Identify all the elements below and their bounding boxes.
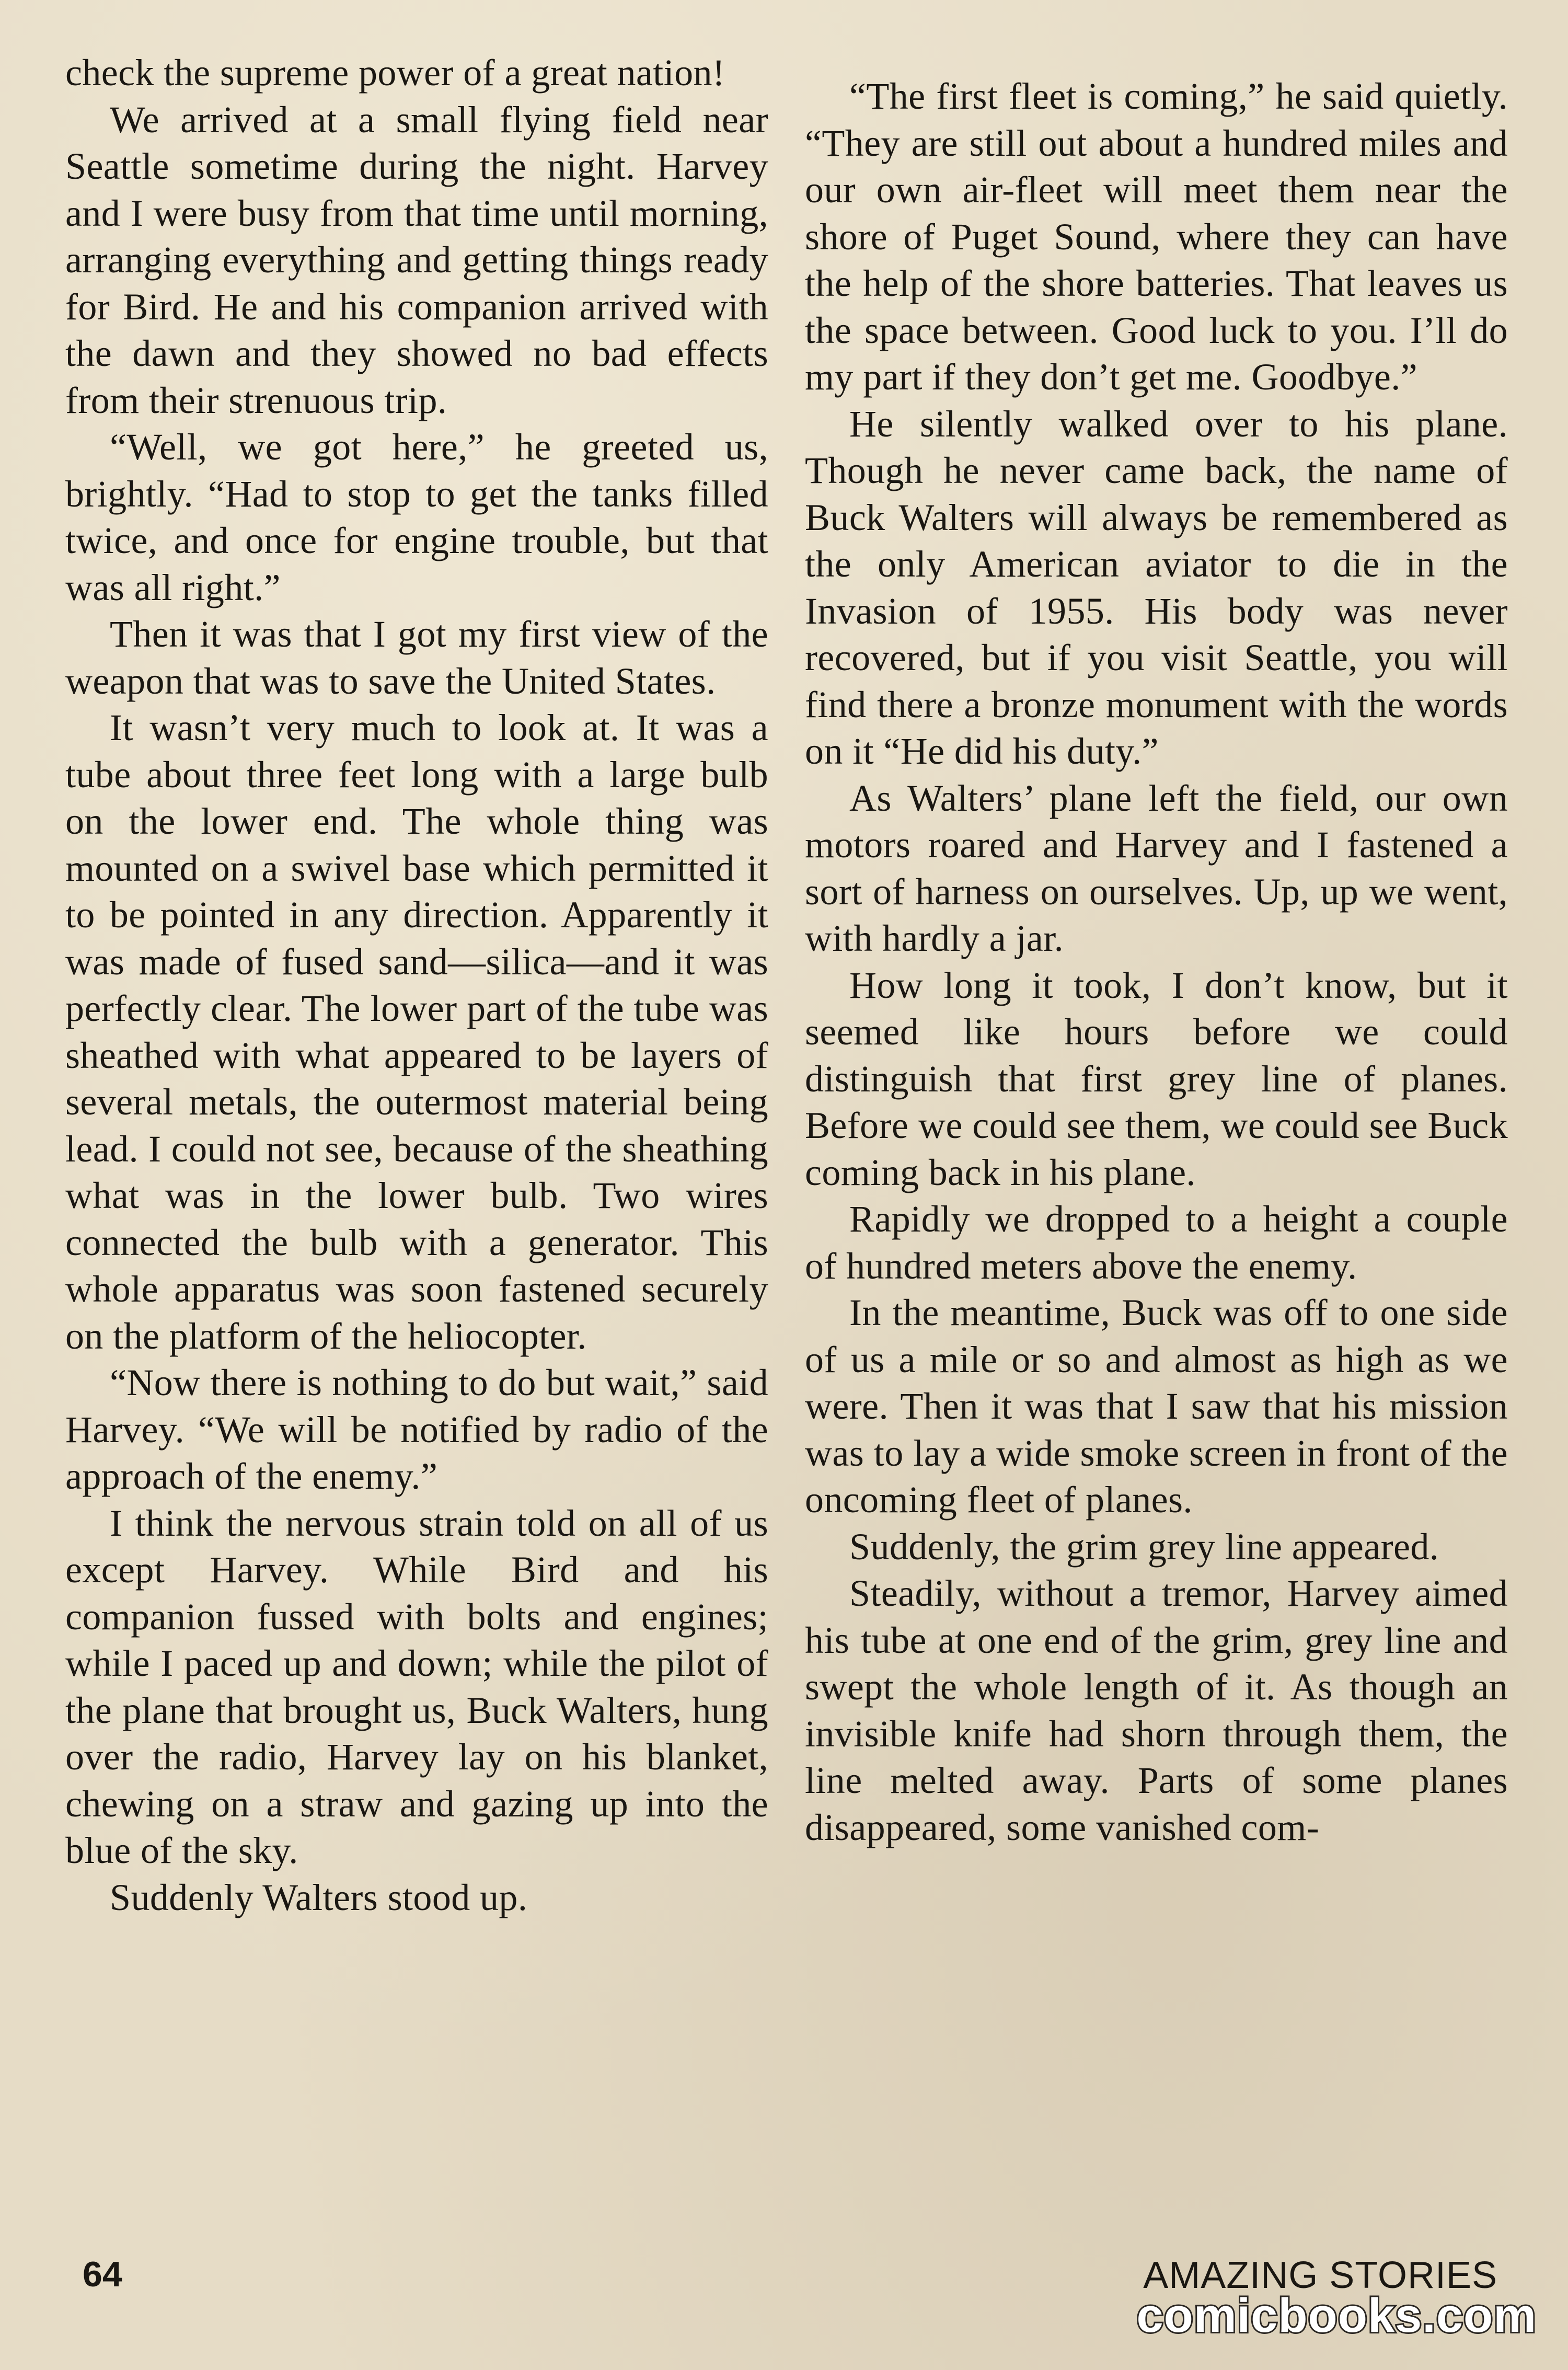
paragraph: It wasn’t very much to look at. It was a tube about three feet long with a large bulb on the lower end. The whole thing was mounted on a swivel base which permitted it to be pointed in any direction. Apparently it was made of fused sand—silica—and it was perfectly clear. The lower part of the tube was sheathed with what appeared to be layers of several metals, the outermost material being lead. I could not see, because of the sheathing what was in the lower bulb. Two wires connected the bulb with a generator. This whole apparatus was soon fastened securely on the platform of the heliocopter.	[65, 707, 768, 1357]
paragraph: I think the nervous strain told on all of us except Harvey. While Bird and his companion fussed with bolts and engines; while I paced up and down; while the pilot of the plane that brought us, Buck Walters, hung over the radio, Harvey lay on his blanket, chewing on a straw and gazing up into the blue of the sky.	[65, 1502, 768, 1871]
paragraph: How long it took, I don’t know, but it seemed like hours before we could distinguish that first grey line of planes. Before we could see them, we could see Buck coming back in his plane.	[805, 964, 1508, 1193]
right-text-column	[805, 73, 1508, 1851]
site-watermark: comicbooks.com	[1136, 2289, 1537, 2342]
paragraph: We arrived at a small flying field near Seattle sometime during the night. Harvey and I were busy from that time until morning, arranging everything and getting things ready for Bird. He and his companion arrived with the dawn and they showed no bad effects from their strenuous trip.	[65, 98, 768, 421]
paragraph: “The first fleet is coming,” he said quietly. “They are still out about a hundred miles and our own air-fleet will meet them near the shore of Puget Sound, where they can have the help of the shore batteries. That leaves us the space between. Good luck to you. I’ll do my part if they don’t get me. Goodbye.”	[805, 75, 1508, 398]
paragraph: Rapidly we dropped to a height a couple of hundred meters above the enemy.	[805, 1198, 1508, 1287]
paragraph: Suddenly Walters stood up.	[110, 1876, 528, 1918]
paragraph: “Well, we got here,” he greeted us, brightly. “Had to stop to get the tanks filled twice, and once for engine trouble, but that was all right.”	[65, 426, 768, 608]
left-text-column	[65, 50, 768, 1921]
paragraph: Suddenly, the grim grey line appeared.	[849, 1525, 1439, 1568]
paragraph: In the meantime, Buck was off to one side of us a mile or so and almost as high as we were. Then it was that I saw that his mission was to lay a wide smoke screen in front of the oncoming fleet of planes.	[805, 1292, 1508, 1521]
paragraph: He silently walked over to his plane. Though he never came back, the name of Buck Walters will always be remembered as the only American aviator to die in the Invasion of 1955. His body was never recovered, but if you visit Seattle, you will find there a bronze monument with the words on it “He did his duty.”	[805, 402, 1508, 772]
magazine-title-footer: AMAZING STORIES	[1143, 2254, 1497, 2296]
paragraph: Then it was that I got my first view of the weapon that was to save the United States.	[65, 613, 768, 702]
paragraph: “Now there is nothing to do but wait,” said Harvey. “We will be notified by radio of the approach of the enemy.”	[65, 1362, 768, 1497]
paragraph: check the supreme power of a great nation!	[65, 52, 725, 94]
paragraph: Steadily, without a tremor, Harvey aimed his tube at one end of the grim, grey line and swept the whole length of it. As though an invisible knife had shorn through them, the line melted away. Parts of some planes disappeared, some vanished com-	[805, 1572, 1508, 1848]
paragraph: As Walters’ plane left the field, our own motors roared and Harvey and I fastened a sort of harness on ourselves. Up, up we went, with hardly a jar.	[805, 777, 1508, 959]
page-number: 64	[83, 2254, 122, 2294]
